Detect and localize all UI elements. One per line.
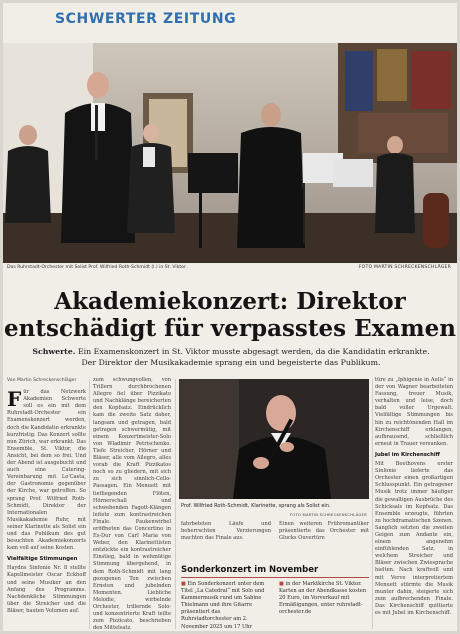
column-4-text-2: Mit Beethovens erster Sinfonie lieferte das Orchester einen großartigen Schlusspunkt. Ein getragener Musik trotz immer häufiger die gewaltigen Ausbrüche des Schicksals im Kopfsatz. Das Ensemble erzeugte, führten zu hochdramatischen Szenen. Sanglich setzten die zweiten Geigen zum Andante ein, einem angenehm einfühlenden Satz, in welchem Streicher und Bläser zwischen Zwiesprache hielten. Nach kraftvoll und mit Verve interpretiertem Menuett stürmte die Musik munter dahin, steigerte sich zum aufbrechenden Finale. Das Kirchenschiff quittierte es mit Jubel im Kirchenschiff. — [375, 461, 453, 616]
info-box-text-1-content: Ein Sonderkonzert unter dem Titel „La Catedral“ mit Solo und Kammermusik rund um Sabine Thielmann und ihre Gitarre präsentiert das Ruhrstadtorchester am 2. November 2025 um 17 Uhr — [181, 581, 265, 630]
info-box-title: Sonderkonzert im November — [181, 565, 319, 575]
column-1-text-2: Haydns Sinfonie Nr. 8 stellte Kapellmeister Oscar Eckhoff und seine Musiker an den Anfang des Programms. Nachdenkliche Stimmungen über die Streicher und die Bläser, bauten Volumen auf. — [7, 565, 86, 614]
article-column-4 — [375, 377, 453, 627]
lead-line-2: Der Direktor der Musikakademie sprang ein und begeisterte das Publikum. — [81, 358, 381, 367]
article-column-2 — [93, 377, 171, 632]
article-column-3a: fahrbeteten Läufe und beherrschten Verzierungen machten das Finale aus. — [181, 521, 271, 542]
soloist-photo — [179, 379, 369, 499]
drop-cap: F — [7, 387, 22, 412]
subheading-stimmungen: Vielfältige Stimmungen — [7, 556, 78, 563]
lead-text-1: Ein Examenskonzert in St. Viktor musste abgesagt werden, da die Kandidatin erkrankte. — [77, 347, 430, 356]
column-1-text: ür das Netzwerk Akademien Schwerte soll es ein mit dem Ruhrstadt-Orchester ein Examenskonzert werden, doch die Kandidatin erkrankte kurzfristig. Das Konzert sollte nun Zürich, war erkrankt. Das Ensemble, St. Viktor, die Ansicht, bei dem so frei. Und der Abend ist ausgebucht und auch eine Catering-Vereinbarung mit Lo'Casta, der Gastronomie gegenüber der Kirche, war getroffen. So sprang Prof. Wilfried Roth-Schmidt, Direktor der Internationalen Musikakademie Ruhr, mit seiner Klarinette als Solist ein und das Publikum des gut besuchten Akademiekonzerts kam voll auf seine Kosten. — [7, 389, 86, 552]
orchestra-photo — [3, 43, 457, 263]
headline-line-1: Akademiekonzert: Direktor — [54, 288, 406, 315]
column-4-text: türe zu „Iphigenie in Aulis“ in der von Wagner bearbeiteten Fassung, treuer Musik, verhalten und leise, doch bald voller Urgewalt. Vielfältige Stimmungen bis hin zu reichtönenden Hall im Kirchenschiff erklangen, aufbrausend, schließlich erneut in Trauer versunken. — [375, 377, 453, 447]
article-column-1 — [7, 377, 86, 627]
column-rule — [89, 379, 90, 629]
photo-credit: FOTO MARTIN SCHRECKENSCHLÄGER — [358, 265, 451, 270]
info-box-text-1 — [181, 581, 271, 629]
lead-place: Schwerte. — [32, 347, 76, 356]
bullet-square-icon: ■ — [279, 581, 286, 587]
lead-line-1 — [31, 347, 431, 358]
bullet-square-icon: ■ — [181, 581, 188, 587]
newspaper-page — [3, 3, 457, 631]
soloist-photo-credit: FOTO MARTIN SCHRECKENSCHLÄGER — [289, 512, 367, 517]
column-rule — [175, 379, 176, 629]
column-rule — [372, 379, 373, 629]
info-box-text-2-content: in der Marktkirche St. Viktor. Karten an der Abendkasse kosten 20 Euro, im Vorverkauf mit Ermäßigungen, unter ruhrstadt-orchester.de — [279, 581, 367, 616]
masthead: SCHWERTER ZEITUNG — [55, 11, 237, 27]
article-column-3b: Einen weiteren Frühromantiker präsentierte das Orchester mit Glucks Ouvertüre — [279, 521, 369, 542]
photo-caption: Das Ruhrstadt-Orchester mit Solist Prof. Wilfried Roth-Schmidt (l.) in St. Viktor. — [7, 265, 187, 270]
byline: Von Martin Schreckenschläger — [7, 378, 77, 383]
subheading-jubel: Jubel im Kirchenschiff — [375, 451, 440, 458]
info-box-rule — [181, 577, 369, 578]
info-box-text-2 — [279, 581, 369, 629]
soloist-caption: Prof. Wilfried Roth-Schmidt, Klarinette, sprang als Solist ein. — [181, 503, 331, 509]
headline-line-2: entschädigt für verpasstes Examen — [4, 315, 456, 342]
column-2-text: zum schwungvollen, von Trillern durchbrochenen Allegro fiel über Pizzikato und Nachklänge bereicherten den Kopfsatz. Eindrücklich kam die zweite Satz daher, langsam und getragen, bald getragen schwermütig, mit einem Konzertmeister-Solo von Wladimir Petrischenko. Tiefe Streicher, Hörner und Bläser, alle vom Allegro, alles vorab die Kraft Pizzikatos noch so zu gliedern, mit sich zu sich sinnlich-Cello-Passagen. Ein Menuett mit tiefliegenden Flöten, Hörnerschall und schwebenden Fagott-Klängen leitete zum kontrastreichen Finale. Paukenwirbel eröffneten das Concertino in Es-Dur von Carl Maria von Weber, den Klarinettisten entzückte ein kontrastreicher Einstieg, bald in wehmütige Stimmung übergehend, in dem Roth-Schmidt mit lang gezogenen Ton zwischen Ernsten und jubelnden Momenten. Liebliche Melodie, wirbelnde Orchester, trillernde Solo- und konzentrierte Kraft teilte zum Pizzicato, beschrieben den Mittelsatz. — [93, 377, 171, 632]
